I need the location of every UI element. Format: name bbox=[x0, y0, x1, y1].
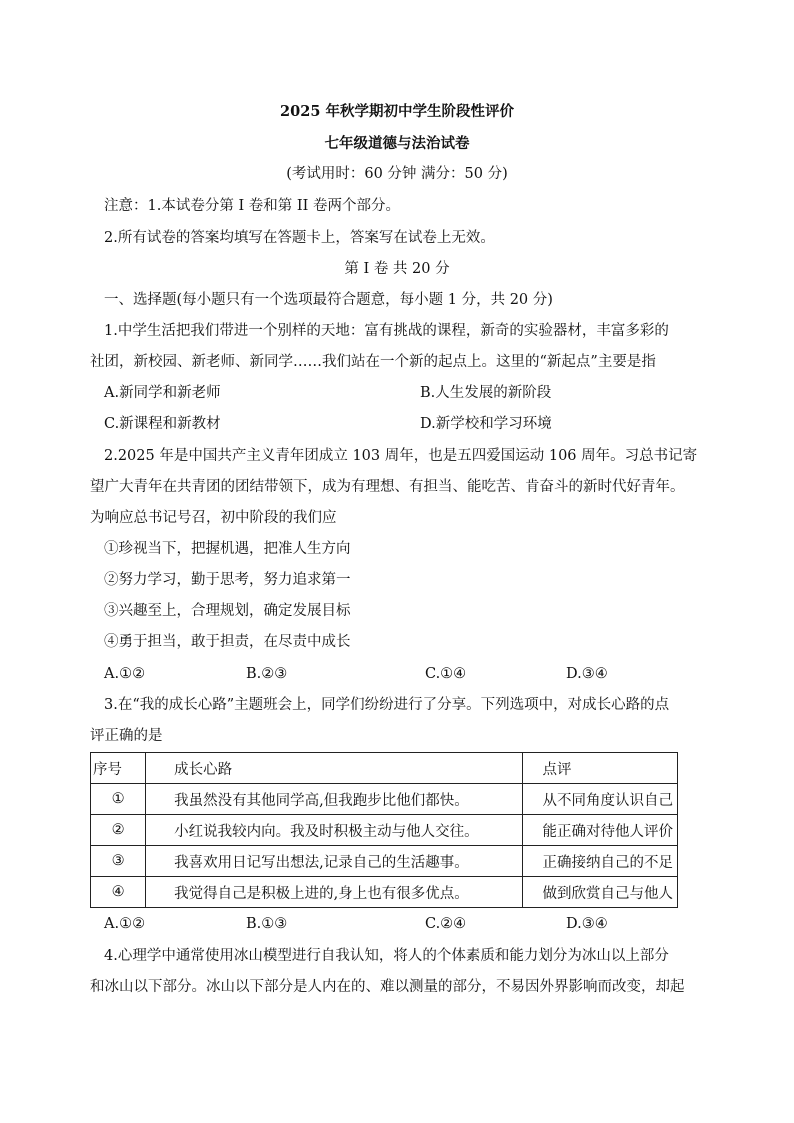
q3-option-b: B.①③ bbox=[246, 916, 288, 932]
table-header-cell: 成长心路 bbox=[146, 753, 522, 784]
table-cell-journey: 我觉得自己是积极上进的,身上也有很多优点。 bbox=[146, 877, 522, 908]
table-cell-journey: 小红说我较内向。我及时积极主动与他人交往。 bbox=[146, 815, 522, 846]
q1-option-a: A.新同学和新老师 bbox=[104, 385, 221, 401]
q2-option-a: A.①② bbox=[104, 666, 146, 682]
q3-option-d: D.③④ bbox=[566, 916, 608, 932]
q3-stem-line-1: 3.在“我的成长心路”主题班会上，同学们纷纷进行了分享。下列选项中，对成长心路的点 bbox=[104, 697, 670, 713]
q3-option-c: C.②④ bbox=[425, 916, 467, 932]
q2-stem-line-3: 为响应总书记号召，初中阶段的我们应 bbox=[90, 510, 337, 526]
q1-option-b: B.人生发展的新阶段 bbox=[420, 385, 552, 401]
table-cell-comment: 能正确对待他人评价 bbox=[522, 815, 678, 846]
exam-info: (考试用时：60 分钟 满分：50 分) bbox=[286, 166, 508, 182]
table-cell-journey: 我喜欢用日记写出想法,记录自己的生活趣事。 bbox=[146, 846, 522, 877]
q1-stem-line-2: 社团，新校园、新老师、新同学……我们站在一个新的起点上。这里的“新起点”主要是指 bbox=[90, 354, 656, 370]
table-row bbox=[91, 877, 678, 908]
q1-stem-line-1: 1.中学生活把我们带进一个别样的天地：富有挑战的课程，新奇的实验器材，丰富多彩的 bbox=[104, 323, 669, 339]
table-cell-comment: 做到欣赏自己与他人 bbox=[522, 877, 678, 908]
q2-stem-line-1: 2.2025 年是中国共产主义青年团成立 103 周年，也是五四爱国运动 106 周年。习总书记寄 bbox=[104, 448, 698, 464]
q2-statement-1: ①珍视当下，把握机遇，把准人生方向 bbox=[104, 541, 351, 557]
q3-stem-line-2: 评正确的是 bbox=[90, 728, 163, 744]
table-cell-number: ① bbox=[91, 784, 146, 815]
q2-statement-3: ③兴趣至上，合理规划，确定发展目标 bbox=[104, 603, 351, 619]
q1-option-d: D.新学校和学习环境 bbox=[420, 416, 552, 432]
table-cell-comment: 从不同角度认识自己 bbox=[522, 784, 678, 815]
table-header-row bbox=[91, 753, 678, 784]
q3-option-a: A.①② bbox=[104, 916, 146, 932]
table-cell-number: ④ bbox=[91, 877, 146, 908]
table-header-cell: 点评 bbox=[522, 753, 678, 784]
exam-subject: 七年级道德与法治试卷 bbox=[324, 135, 470, 152]
q4-stem-line-2: 和冰山以下部分。冰山以下部分是人内在的、难以测量的部分，不易因外界影响而改变，却起 bbox=[90, 979, 685, 995]
section-title: 第 I 卷 共 20 分 bbox=[344, 261, 450, 277]
note-line-1: 注意：1.本试卷分第 I 卷和第 II 卷两个部分。 bbox=[104, 198, 400, 214]
q4-stem-line-1: 4.心理学中通常使用冰山模型进行自我认知，将人的个体素质和能力划分为冰山以上部分 bbox=[104, 948, 669, 964]
table-cell-number: ③ bbox=[91, 846, 146, 877]
q2-statement-4: ④勇于担当，敢于担责，在尽责中成长 bbox=[104, 634, 351, 650]
growth-table bbox=[90, 752, 678, 908]
q2-option-c: C.①④ bbox=[425, 666, 467, 682]
table-row bbox=[91, 815, 678, 846]
table-cell-number: ② bbox=[91, 815, 146, 846]
section-instructions: 一、选择题(每小题只有一个选项最符合题意，每小题 1 分，共 20 分) bbox=[104, 292, 553, 308]
q2-stem-line-2: 望广大青年在共青团的团结带领下，成为有理想、有担当、能吃苦、肯奋斗的新时代好青年。 bbox=[90, 479, 685, 495]
table-cell-comment: 正确接纳自己的不足 bbox=[522, 846, 678, 877]
q2-statement-2: ②努力学习，勤于思考，努力追求第一 bbox=[104, 572, 351, 588]
note-line-2: 2.所有试卷的答案均填写在答题卡上，答案写在试卷上无效。 bbox=[104, 230, 495, 246]
q1-option-c: C.新课程和新教材 bbox=[104, 416, 221, 432]
table-header-cell: 序号 bbox=[91, 753, 146, 784]
table-cell-journey: 我虽然没有其他同学高,但我跑步比他们都快。 bbox=[146, 784, 522, 815]
q2-option-b: B.②③ bbox=[246, 666, 288, 682]
table-row bbox=[91, 846, 678, 877]
table-row bbox=[91, 784, 678, 815]
q2-option-d: D.③④ bbox=[566, 666, 608, 682]
exam-title: 2025 年秋学期初中学生阶段性评价 bbox=[280, 103, 514, 120]
